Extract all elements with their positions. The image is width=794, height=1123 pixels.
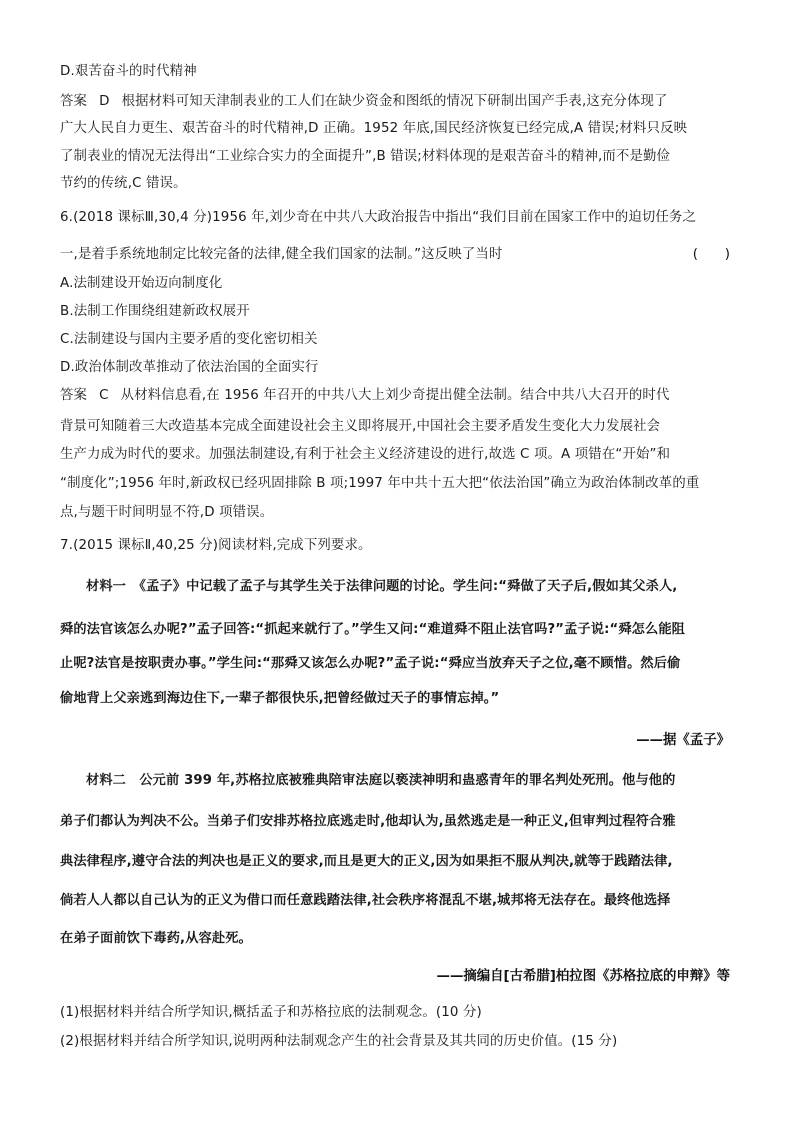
q6-answer-line-2: 背景可知随着三大改造基本完成全面建设社会主义即将展开,中国社会主要矛盾发生变化大力发展社会: [60, 419, 661, 434]
q7-material1-line-2: 舜的法官该怎么办呢?”孟子回答:“抓起来就行了。”学生又问:“难道舜不阻止法官吗?”孟子说:“舜怎么能阻: [60, 622, 686, 637]
q6-answer-line-5: 点,与题干时间明显不符,D 项错误。: [60, 505, 274, 520]
q5-answer-line-1: [60, 92, 728, 112]
q6-answer-text: 从材料信息看,在 1956 年召开的中共八大上刘少奇提出健全法制。结合中共八大召开的时代: [120, 388, 670, 403]
q5-answer-key: D: [99, 94, 110, 109]
q6-stem-line-1: 6.(2018 课标Ⅲ,30,4 分)1956 年,刘少奇在中共八大政治报告中指出“我们目前在国家工作中的迫切任务之: [60, 210, 697, 225]
q7-material2-line-3: 典法律程序,遵守合法的判决也是正义的要求,而且是更大的正义,因为如果拒不服从判决,就等于践踏法律,: [60, 854, 673, 869]
q7-material2-source: ——摘编自[古希腊]柏拉图《苏格拉底的申辩》等: [436, 969, 730, 984]
q6-answer-paren: ( ): [692, 247, 730, 262]
q6-answer-line-4: “制度化”;1956 年时,新政权已经巩固排除 B 项;1997 年中共十五大把“依法治国”确立为政治体制改革的重: [60, 476, 700, 491]
q6-answer-label: 答案: [60, 388, 88, 403]
q5-answer-line-3: 了制表业的情况无法得出“工业综合实力的全面提升”,B 错误;材料体现的是艰苦奋斗的精神,而不是勤俭: [60, 149, 671, 164]
q7-material2-line-5: 在弟子面前饮下毒药,从容赴死。: [60, 931, 252, 946]
q7-material1-line-4: 偷地背上父亲逃到海边住下,一辈子都很快乐,把曾经做过天子的事情忘掉。”: [60, 691, 500, 706]
q5-answer-line-4: 节约的传统,C 错误。: [60, 176, 187, 191]
q7-stem: 7.(2015 课标Ⅱ,40,25 分)阅读材料,完成下列要求。: [60, 538, 372, 553]
q6-stem-line-2: 一,是着手系统地制定比较完备的法律,健全我们国家的法制。”这反映了当时: [60, 247, 503, 262]
q5-answer-text: 根据材料可知天津制表业的工人们在缺少资金和图纸的情况下研制出国产手表,这充分体现了: [121, 94, 668, 109]
q7-material2-line-4: 倘若人人都以自己认为的正义为借口而任意践踏法律,社会秩序将混乱不堪,城邦将无法存在。最终他选择: [60, 893, 671, 908]
q7-material1-source: ——据《孟子》: [636, 733, 730, 748]
q6-answer-key: C: [99, 388, 109, 403]
q6-option-c: C.法制建设与国内主要矛盾的变化密切相关: [60, 332, 318, 347]
q7-material2-line-2: 弟子们都认为判决不公。当弟子们安排苏格拉底逃走时,他却认为,虽然逃走是一种正义,但审判过程符合雅: [60, 814, 676, 829]
q7-material1-line-3: 止呢?法官是按职责办事。”学生问:“那舜又该怎么办呢?”孟子说:“舜应当放弃天子之位,毫不顾惜。然后偷: [60, 656, 681, 671]
q6-option-d: D.政治体制改革推动了依法治国的全面实行: [60, 360, 319, 375]
q7-material2-line-1: 材料二 公元前 399 年,苏格拉底被雅典陪审法庭以亵渎神明和蛊惑青年的罪名判处死刑。他与他的: [86, 773, 676, 788]
q7-sub-question-2: (2)根据材料并结合所学知识,说明两种法制观念产生的社会背景及其共同的历史价值。(15 分): [60, 1034, 618, 1049]
q6-option-b: B.法制工作围绕组建新政权展开: [60, 304, 250, 319]
q7-sub-question-1: (1)根据材料并结合所学知识,概括孟子和苏格拉底的法制观念。(10 分): [60, 1005, 482, 1020]
q6-answer-line-3: 生产力成为时代的要求。加强法制建设,有利于社会主义经济建设的进行,故选 C 项。A 项错在“开始”和: [60, 447, 671, 462]
q7-material1-line-1: 材料一 《孟子》中记载了孟子与其学生关于法律问题的讨论。学生问:“舜做了天子后,假如其父杀人,: [86, 579, 678, 594]
q6-option-a: A.法制建设开始迈向制度化: [60, 276, 223, 291]
q5-answer-line-2: 广大人民自力更生、艰苦奋斗的时代精神,D 正确。1952 年底,国民经济恢复已经完成,A 错误;材料只反映: [60, 121, 688, 136]
q5-option-d: D.艰苦奋斗的时代精神: [60, 64, 197, 79]
q6-answer-line-1: [60, 386, 728, 406]
q5-answer-label: 答案: [60, 94, 88, 109]
